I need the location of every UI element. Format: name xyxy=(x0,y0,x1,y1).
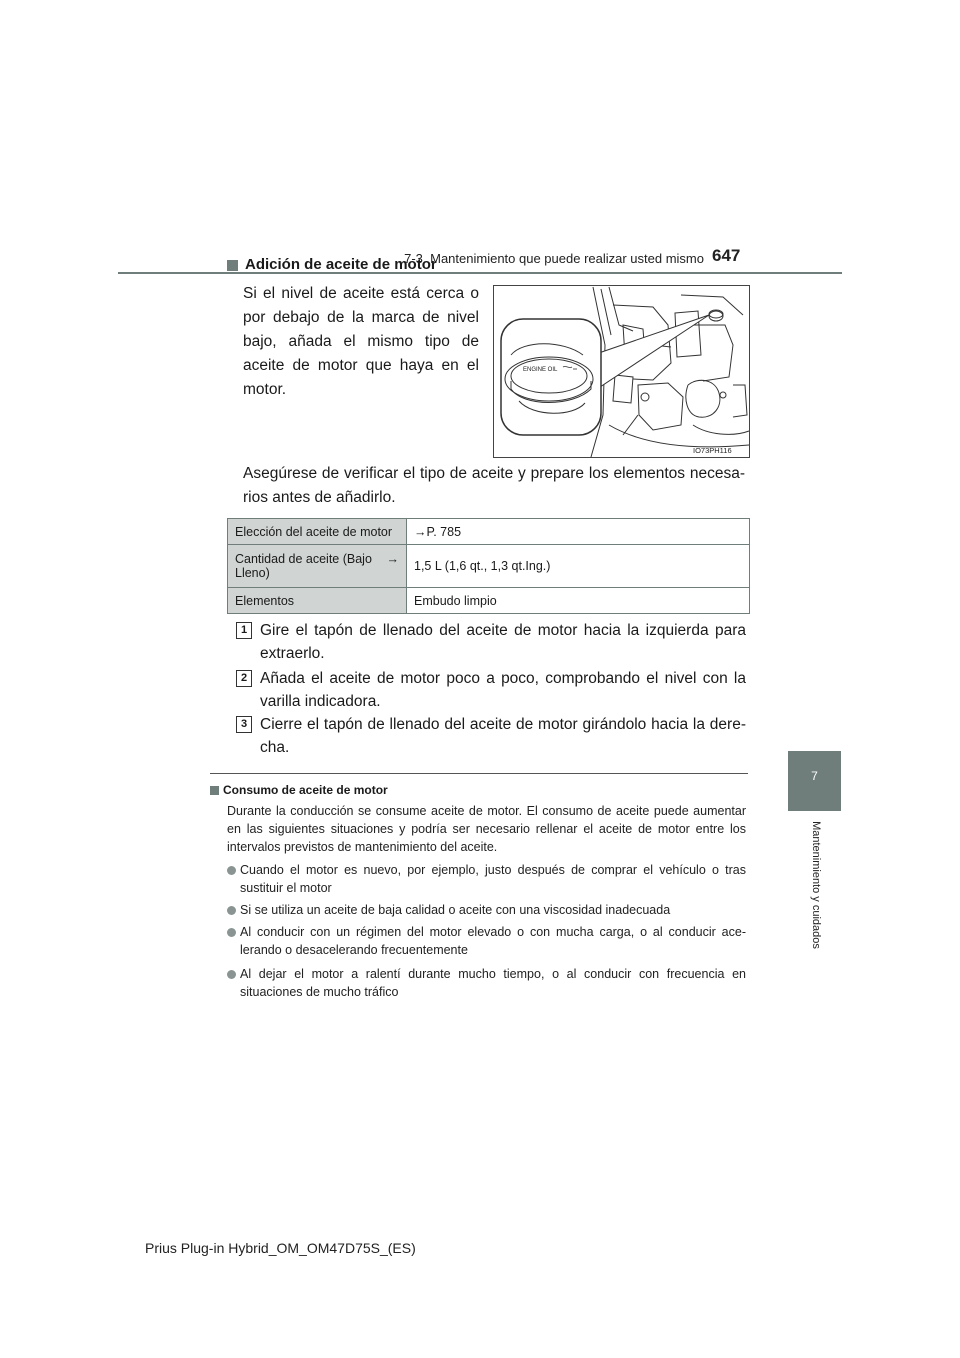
oil-spec-table xyxy=(227,518,750,614)
step-number-2: 2 xyxy=(236,670,252,687)
arrow-icon: → xyxy=(386,552,399,566)
note-body: Durante la conducción se consume aceite de motor. El consumo de aceite puede aumentar en las siguientes situaciones y podría ser necesario rellenar el aceite de motor entre los intervalos previstos de mantenimiento del aceite. xyxy=(227,804,746,854)
engine-oil-cap-illustration xyxy=(493,285,750,458)
chapter-number: 7 xyxy=(811,769,818,783)
square-bullet-icon xyxy=(210,786,219,795)
table-row xyxy=(228,588,750,614)
table-row xyxy=(228,519,750,545)
page-number: 647 xyxy=(712,246,741,265)
note-heading-text: Consumo de aceite de motor xyxy=(223,783,388,797)
table-cell-label: Elección del aceite de motor xyxy=(228,519,407,545)
note-divider xyxy=(210,773,748,774)
preparation-paragraph: Asegúrese de verificar el tipo de aceite y prepare los elementos necesa- rios antes de añadirlo. xyxy=(243,465,745,506)
bullet-dot-icon xyxy=(227,866,236,875)
oil-quantity-label-end: Lleno) xyxy=(235,566,270,580)
table-cell-label: Elementos xyxy=(228,588,407,614)
table-row xyxy=(228,545,750,588)
chapter-label: Mantenimiento y cuidados xyxy=(810,821,822,949)
running-header: 7-3. Mantenimiento que puede realizar usted mismo xyxy=(404,251,704,266)
square-bullet-icon xyxy=(227,260,238,271)
table-cell-label xyxy=(228,545,407,588)
table-cell-value: →P. 785 xyxy=(407,519,750,545)
cap-label: ENGINE OIL xyxy=(523,367,558,373)
oil-quantity-label-start: Cantidad de aceite (Bajo xyxy=(235,552,372,566)
bullet-dot-icon xyxy=(227,928,236,937)
step-number-1: 1 xyxy=(236,622,252,639)
header-rule xyxy=(118,272,842,274)
note-bullet-4: Al dejar el motor a ralentí durante mucho tiempo, o al conducir con frecuencia en situaciones de mucho tráfico xyxy=(240,967,746,999)
step-number-3: 3 xyxy=(236,716,252,733)
note-bullet-3: Al conducir con un régimen del motor elevado o con mucha carga, o al conducir ace- lerando o desacelerando frecuentemente xyxy=(240,925,746,957)
oil-quantity-label-line xyxy=(235,552,399,566)
note-bullet-2: Si se utiliza un aceite de baja calidad o aceite con una viscosidad inadecuada xyxy=(240,903,671,917)
table-cell-value: 1,5 L (1,6 qt., 1,3 qt.Ing.) xyxy=(407,545,750,588)
section-heading-text: Adición de aceite de motor xyxy=(245,256,437,273)
figure-code: IO73PH116 xyxy=(693,446,732,455)
table-cell-value: Embudo limpio xyxy=(407,588,750,614)
bullet-dot-icon xyxy=(227,970,236,979)
step-text-2: Añada el aceite de motor poco a poco, comprobando el nivel con la varilla indicadora. xyxy=(260,670,746,710)
step-text-3: Cierre el tapón de llenado del aceite de motor girándolo hacia la dere- cha. xyxy=(260,716,746,756)
step-text-1: Gire el tapón de llenado del aceite de motor hacia la izquierda para extraerlo. xyxy=(260,622,746,662)
note-bullet-1: Cuando el motor es nuevo, por ejemplo, justo después de comprar el vehículo o tras sustituir el motor xyxy=(240,863,746,895)
intro-paragraph: Si el nivel de aceite está cerca o por debajo de la marca de nivel bajo, añada el mismo tipo de aceite de motor que haya en el motor. xyxy=(243,285,479,398)
document-id: Prius Plug-in Hybrid_OM_OM47D75S_(ES) xyxy=(145,1240,416,1256)
bullet-dot-icon xyxy=(227,906,236,915)
